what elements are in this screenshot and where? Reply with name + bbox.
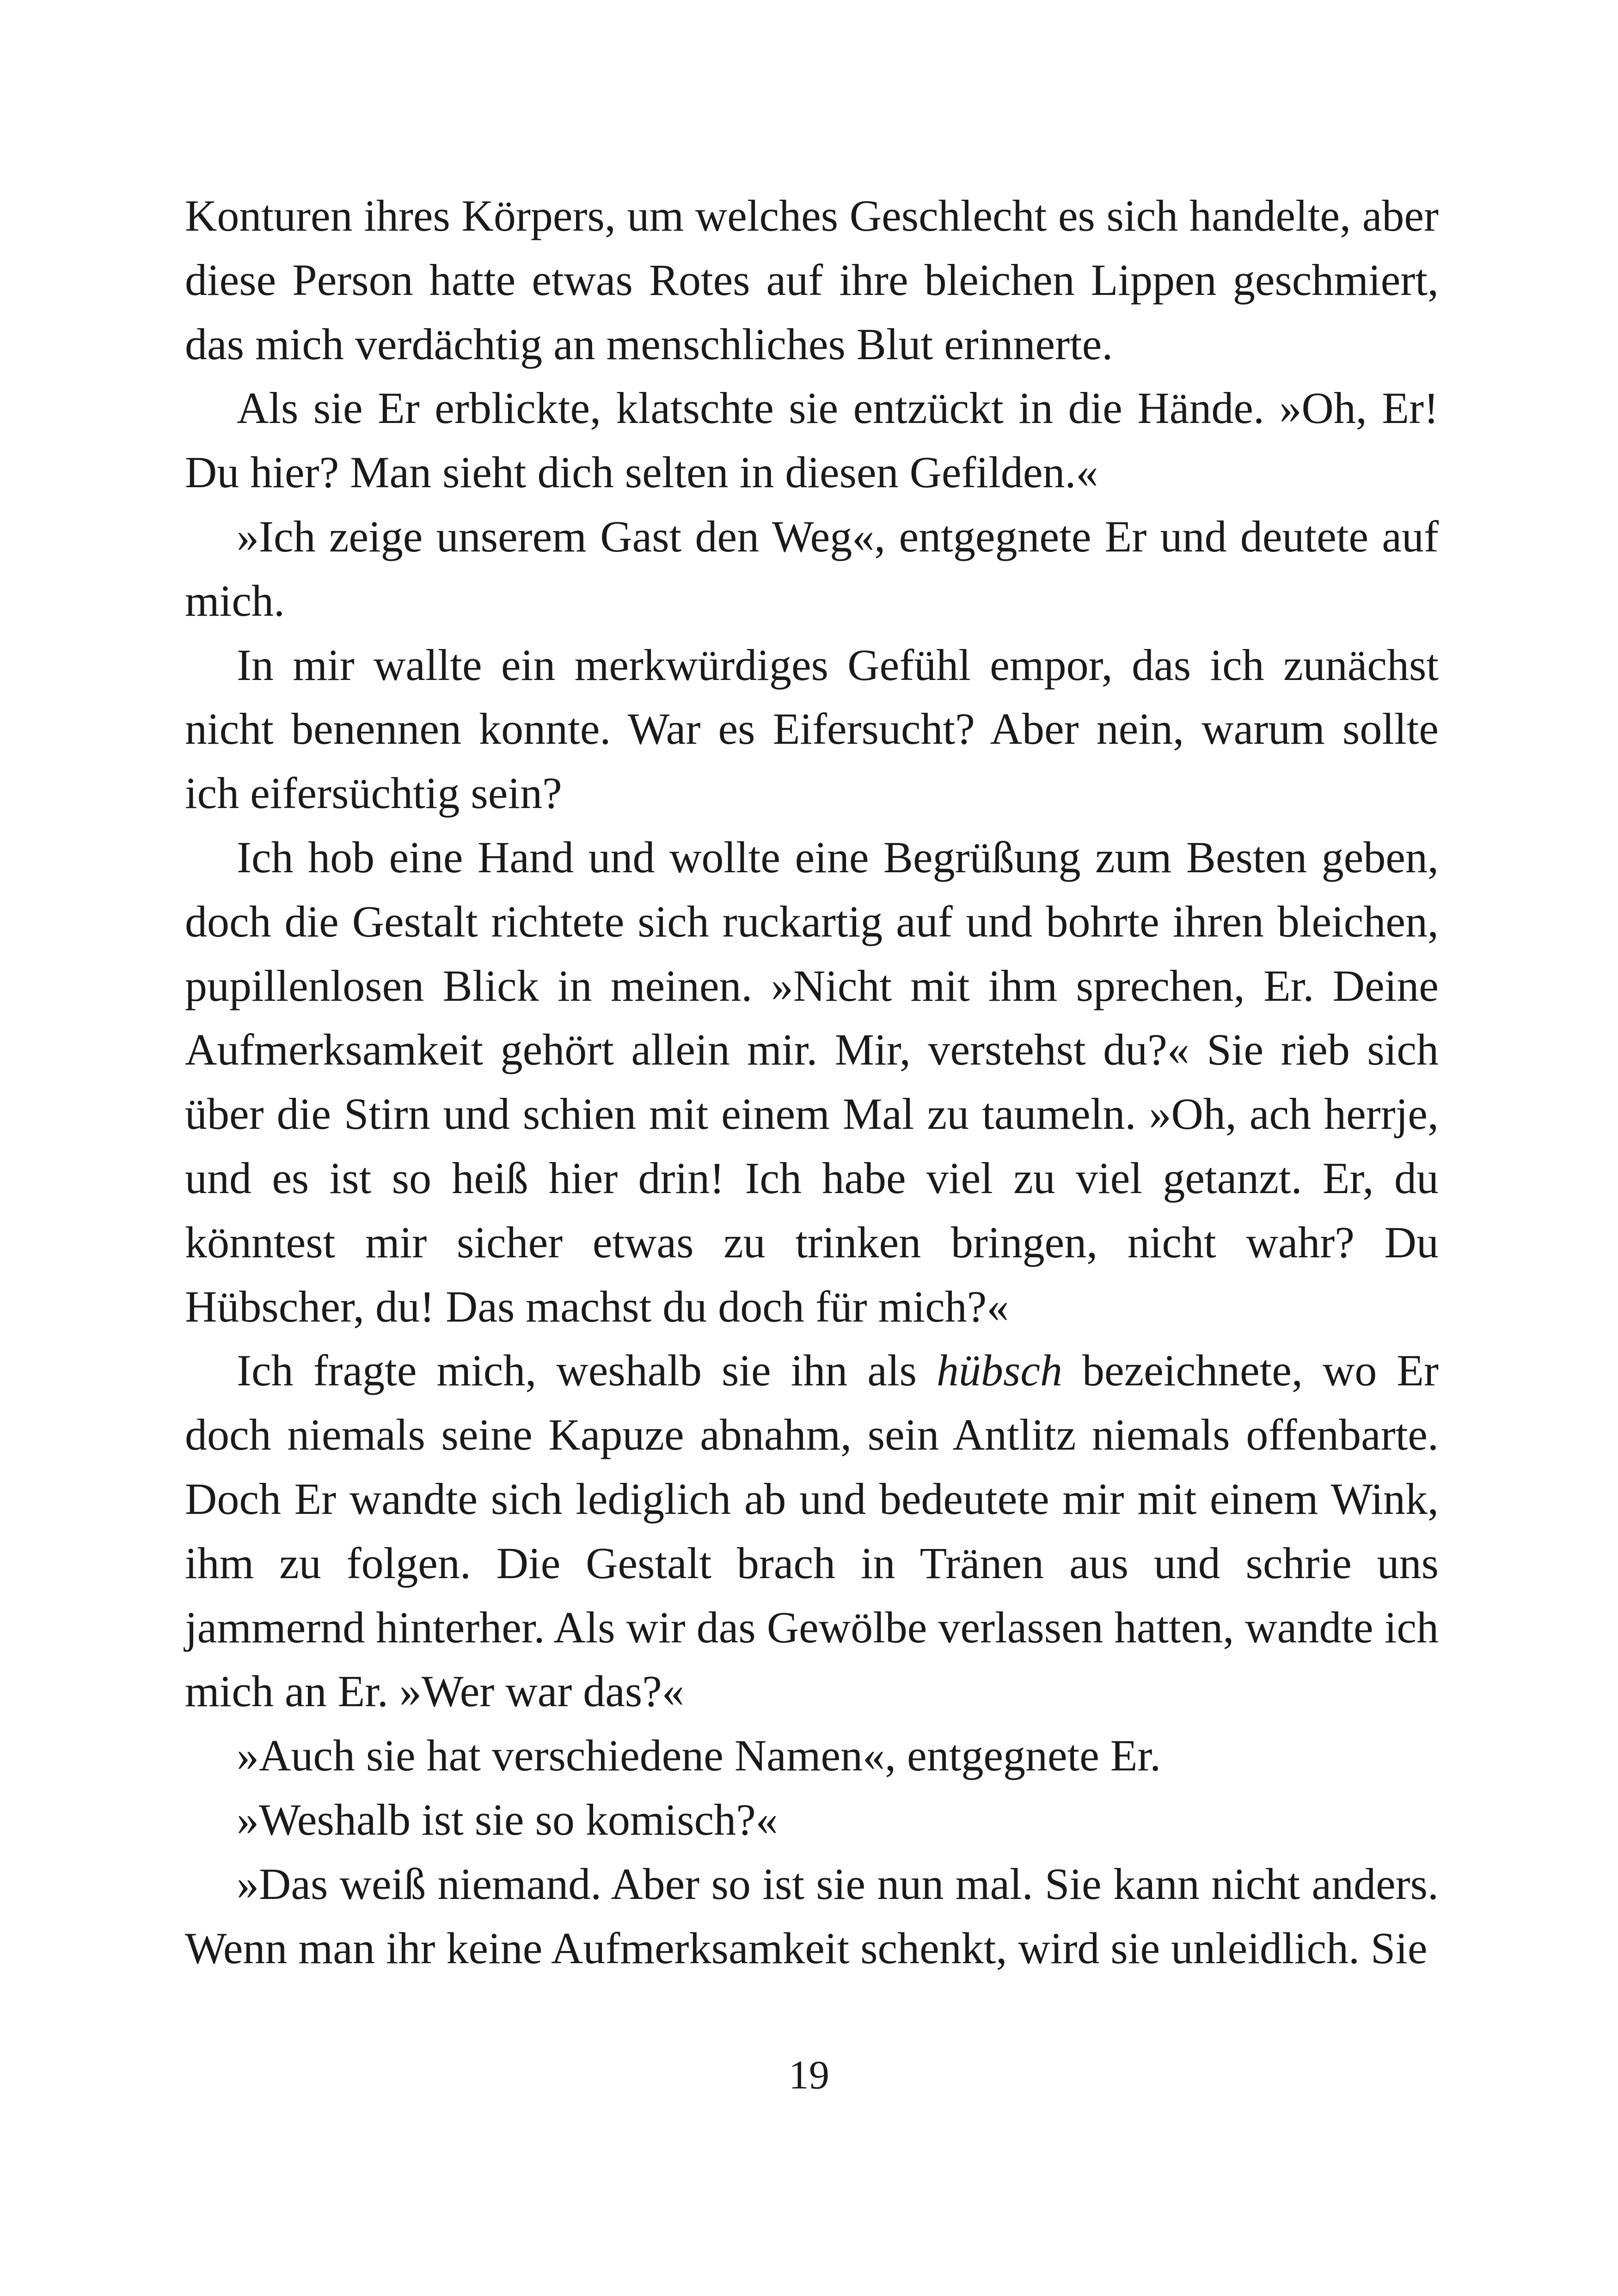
paragraph <box>185 505 1439 633</box>
paragraph <box>185 1852 1439 1981</box>
text-segment: Ich hob eine Hand und wollte eine Begrüßung zum Besten geben, doch die Gestalt richtete sich ruckartig auf und bohrte ihren bleichen, pupillenlosen Blick in meinen. »Nicht mit ihm sprechen, Er. Deine Aufmerksamkeit gehört allein mir. Mir, verstehst du?« Sie rieb sich über die Stirn und schien mit einem Mal zu taumeln. »Oh, ach herrje, und es ist so heiß hier drin! Ich habe viel zu viel getanzt. Er, du könntest mir sicher etwas zu trinken bringen, nicht wahr? Du Hübscher, du! Das machst du doch für mich?« <box>185 832 1439 1331</box>
paragraph <box>185 1339 1439 1724</box>
text-segment: »Auch sie hat verschiedene Namen«, entgegnete Er. <box>237 1731 1161 1781</box>
text-segment: »Ich zeige unserem Gast den Weg«, entgegnete Er und deutete auf mich. <box>185 511 1439 625</box>
paragraph <box>185 1724 1439 1788</box>
text-segment: Als sie Er erblickte, klatschte sie entzückt in die Hände. »Oh, Er! Du hier? Man sieht dich selten in diesen Gefilden.« <box>185 383 1439 497</box>
paragraph <box>185 633 1439 826</box>
page-number: 19 <box>789 2053 829 2098</box>
paragraph <box>185 184 1439 376</box>
paragraph <box>185 1788 1439 1852</box>
text-segment: »Weshalb ist sie so komisch?« <box>237 1794 778 1844</box>
body-text <box>185 184 1439 1980</box>
text-segment: Konturen ihres Körpers, um welches Geschlecht es sich handelte, aber diese Person hatte etwas Rotes auf ihre bleichen Lippen geschmiert, das mich verdächtig an menschliches Blut erinnerte. <box>185 191 1439 369</box>
paragraph <box>185 376 1439 505</box>
text-segment: Ich fragte mich, weshalb sie ihn als <box>237 1346 937 1396</box>
text-segment: bezeichnete, wo Er doch niemals seine Kapuze abnahm, sein Antlitz niemals offenbarte. Doch Er wandte sich lediglich ab und bedeutete mir mit einem Wink, ihm zu folgen. Die Gestalt brach in Tränen aus und schrie uns jammernd hinterher. Als wir das Gewölbe verlassen hatten, wandte ich mich an Er. »Wer war das?« <box>185 1346 1439 1716</box>
text-segment: In mir wallte ein merkwürdiges Gefühl empor, das ich zunächst nicht benennen konnte. War es Eifersucht? Aber nein, warum sollte ich eifersüchtig sein? <box>185 640 1439 818</box>
text-segment: »Das weiß niemand. Aber so ist sie nun mal. Sie kann nicht anders. Wenn man ihr keine Aufmerksamkeit schenkt, wird sie unleidlich. Sie <box>185 1859 1439 1973</box>
emphasized-text: hübsch <box>937 1346 1063 1396</box>
paragraph <box>185 826 1439 1339</box>
